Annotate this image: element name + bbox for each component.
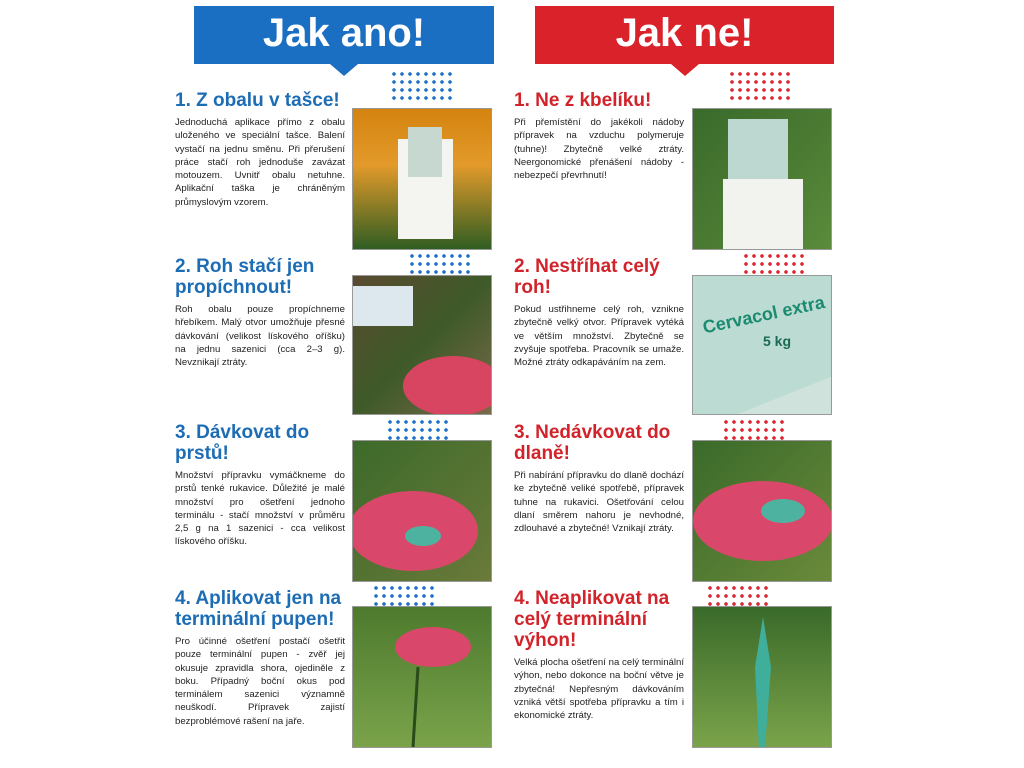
step-title: 1. Ne z kbelíku! — [514, 90, 652, 111]
step-text: Při přemístění do jakékoli nádoby přípravek na vzduchu polymeruje (tuhne)! Zbytečně velké ztráty. Neergonomické přenášení nádoby - nebezpečí převrhnutí! — [514, 117, 684, 182]
step-text: Pro účinné ošetření postačí ošetřit pouze terminální pupen - zvěř jej okusuje zpravidla shora, ojediněle z boku. Případný boční okus pod terminálem sazenici významně neuškodí. Přípravek zajistí bezproblémové rašení na jaře. — [175, 636, 345, 727]
step-title: 4. Aplikovat jen na terminální pupen! — [175, 588, 342, 630]
header-jak-ano: Jak ano! — [194, 6, 494, 64]
step-text: Roh obalu pouze propíchneme hřebíkem. Malý otvor umožňuje přesné dávkování (velikost lískového oříšku) na jednu sazenici (cca 2–3 g). Nevznikají ztráty. — [175, 304, 345, 369]
step-title: 4. Neaplikovat na celý terminální výhon! — [514, 588, 670, 651]
step-no-1 — [514, 90, 684, 182]
step-yes-1 — [175, 90, 345, 209]
dots-decoration — [372, 584, 434, 606]
step-title: 2. Nestříhat celý roh! — [514, 256, 660, 298]
step-text: Jednoduchá aplikace přímo z obalu uloženého ve speciální tašce. Balení vystačí na jednu směnu. Při přerušení práce stačí roh jednoduše zavázat motouzem. Uvnitř obalu netuhne. Aplikační taška je chráněným průmyslovým vzorem. — [175, 117, 345, 208]
step-no-2 — [514, 256, 684, 369]
step-title: 3. Dávkovat do prstů! — [175, 422, 310, 464]
step-title: 1. Z obalu v tašce! — [175, 90, 340, 111]
photo-bucket — [692, 108, 832, 250]
photo-whole-shoot — [692, 606, 832, 748]
dots-decoration — [408, 252, 470, 274]
dots-decoration — [390, 70, 452, 100]
bag-weight: 5 kg — [763, 333, 792, 349]
step-yes-4 — [175, 588, 345, 728]
step-title: 3. Nedávkovat do dlaně! — [514, 422, 671, 464]
step-text: Pokud ustřihneme celý roh, vznikne zbytečně velký otvor. Přípravek vytéká ve větším množství. Zbytečně se zvyšuje spotřeba. Pracovník se umaže. Možné ztráty odkapáváním na zem. — [514, 304, 684, 369]
dots-decoration — [386, 418, 448, 440]
photo-apply-bud — [352, 606, 492, 748]
dots-decoration — [706, 584, 768, 606]
step-text: Velká plocha ošetření na celý terminální výhon, nebo dokonce na boční větve je zbytečná! Nepřesným dávkováním vzniká větší spotřeba přípravku a tím i ekonomické ztráty. — [514, 657, 684, 722]
step-no-4 — [514, 588, 684, 722]
photo-cut-corner — [692, 275, 832, 415]
dots-decoration — [722, 418, 784, 440]
photo-palm — [692, 440, 832, 582]
photo-dose-fingers — [352, 440, 492, 582]
photo-pierce-corner — [352, 275, 492, 415]
step-yes-3 — [175, 422, 345, 549]
bag-label: Cervacol extra — [700, 292, 827, 338]
dots-decoration — [742, 252, 804, 274]
step-text: Při nabírání přípravku do dlaně dochází ke zbytečně veliké spotřebě, přípravek tuhne na rukavici. Ošetřování celou dlaní směrem nahoru je nevhodné, zdlouhavé a zbytečné! Vznikají ztráty. — [514, 470, 684, 535]
header-jak-ne: Jak ne! — [535, 6, 834, 64]
photo-bag-in-bag — [352, 108, 492, 250]
dots-decoration — [728, 70, 790, 100]
step-title: 2. Roh stačí jen propíchnout! — [175, 256, 315, 298]
step-no-3 — [514, 422, 684, 535]
step-yes-2 — [175, 256, 345, 369]
step-text: Množství přípravku vymáčkneme do prstů tenké rukavice. Důležité je malé množství pro ošetření jednoho terminálu - stačí množství v průměru 2,5 g na 1 sazenici - cca velikost lískového oříšku. — [175, 470, 345, 548]
